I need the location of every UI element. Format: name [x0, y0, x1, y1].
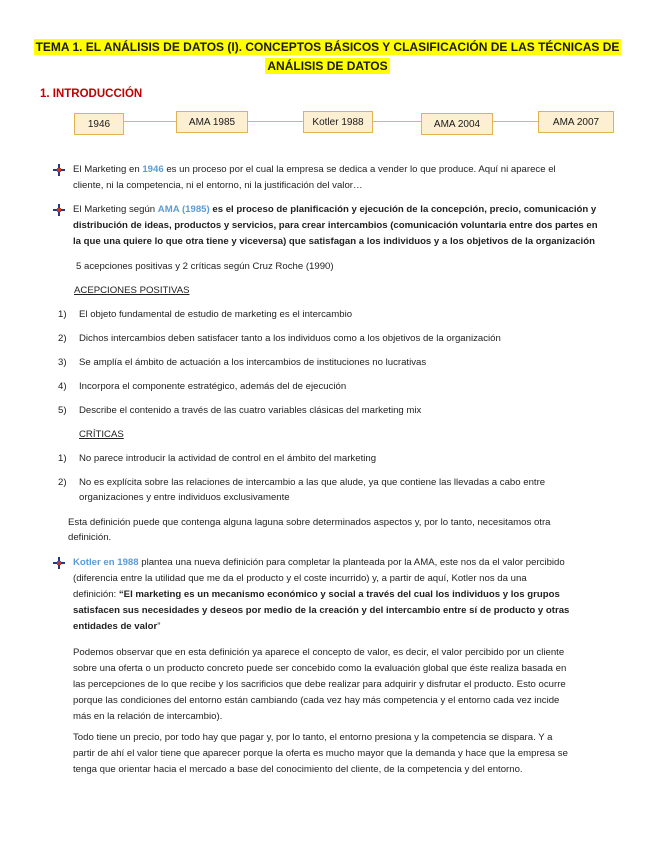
bullet-kotler-line-4: satisfacen sus necesidades y deseos por medio de la creación y del intercambio entre sí de producto y otras: [73, 605, 570, 616]
bullet-1946-line-2: cliente, ni la competencia, ni el entorno, ni la justificación del valor…: [73, 180, 363, 191]
acepciones-intro: 5 acepciones positivas y 2 críticas según Cruz Roche (1990): [76, 261, 334, 272]
bullet-ama-1985-line-2: distribución de ideas, productos y servicios, para crear intercambios (comunicación voluntaria entre dos partes en: [73, 220, 598, 231]
bullet-icon: [53, 164, 65, 176]
paragraph-price-line-3: tenga que orientar hacia el mercado a base del conocimiento del cliente, de la competencia y del entorno.: [73, 764, 523, 775]
definition-note-line-2: definición.: [68, 532, 112, 543]
title-line-2: ANÁLISIS DE DATOS: [267, 59, 388, 73]
title-line-1: TEMA 1. EL ANÁLISIS DE DATOS (I). CONCEPTOS BÁSICOS Y CLASIFICACIÓN DE LAS TÉCNICAS DE: [35, 40, 620, 54]
definition-note-line-1: Esta definición puede que contenga alguna laguna sobre determinados aspectos y, por lo tanto, necesitamos otra: [68, 517, 551, 528]
acepcion-item: Incorpora el componente estratégico, además del de ejecución: [79, 381, 347, 392]
bullet-kotler-line-5: entidades de valor”: [73, 621, 161, 632]
paragraph-price-line-1: Todo tiene un precio, por todo hay que pagar y, por lo tanto, el entorno presiona y la competencia se dispara. Y a: [73, 732, 553, 743]
bullet-kotler-line-1: Kotler en 1988 plantea una nueva definición para completar la planteada por la AMA, este nos da el valor percibido: [73, 557, 565, 568]
list-number: 1): [58, 309, 67, 320]
document-title: [0, 38, 655, 76]
timeline-item-1946: 1946: [74, 113, 124, 135]
paragraph-value-line-5: más en la relación de intercambio).: [73, 711, 223, 722]
critica-item-line-2: organizaciones y entre individuos exclusivamente: [79, 492, 290, 503]
bullet-1946-line-1: El Marketing en 1946 es un proceso por el cual la empresa se dedica a vender lo que produce. Aquí ni aparece el: [73, 164, 556, 175]
list-number: 3): [58, 357, 67, 368]
bullet-kotler-line-2: (diferencia entre la utilidad que me da el producto y el coste incurrido) y, a partir de aquí, Kotler nos da una: [73, 573, 527, 584]
list-number: 2): [58, 477, 67, 488]
acepcion-item: El objeto fundamental de estudio de marketing es el intercambio: [79, 309, 353, 320]
bullet-icon: [53, 204, 65, 216]
paragraph-value-line-3: las percepciones de lo que recibe y los sacrificios que debe realizar para adquirir y disfrutar el producto. Esto ocurre: [73, 679, 566, 690]
acepcion-item: Se amplía el ámbito de actuación a los intercambios de instituciones no lucrativas: [79, 357, 427, 368]
bullet-kotler-line-3: definición: “El marketing es un mecanismo económico y social a través del cual los individuos y los grupos: [73, 589, 560, 600]
bullet-ama-1985-line-3: la que una quiere lo que otra tiene y viceversa) que satisfagan a los individuos y a los objetivos de la organización: [73, 236, 595, 247]
acepciones-heading: ACEPCIONES POSITIVAS: [74, 285, 190, 296]
acepcion-item: Describe el contenido a través de las cuatro variables clásicas del marketing mix: [79, 405, 422, 416]
section-heading: 1. INTRODUCCIÓN: [40, 88, 143, 100]
acepcion-item: Dichos intercambios deben satisfacer tanto a los individuos como a los objetivos de la organización: [79, 333, 501, 344]
bullet-ama-1985-line-1: El Marketing según AMA (1985) es el proceso de planificación y ejecución de la concepción, precio, comunicación y: [73, 204, 597, 215]
critica-item: No es explícita sobre las relaciones de intercambio a las que alude, ya que contiene las llevadas a cabo entre: [79, 477, 546, 488]
paragraph-value-line-4: porque las condiciones del entorno están cambiando (cada vez hay más competencia y el entorno cada vez incide: [73, 695, 560, 706]
criticas-heading: CRÍTICAS: [79, 429, 124, 440]
list-number: 2): [58, 333, 67, 344]
paragraph-value-line-1: Podemos observar que en esta definición ya aparece el concepto de valor, es decir, el valor percibido por un cliente: [73, 647, 565, 658]
timeline-item-ama-1985: AMA 1985: [176, 111, 248, 133]
paragraph-value-line-2: sobre una oferta o un producto concreto puede ser concebido como la evaluación global que éste realiza basada en: [73, 663, 567, 674]
critica-item: No parece introducir la actividad de control en el ámbito del marketing: [79, 453, 377, 464]
list-number: 4): [58, 381, 67, 392]
timeline-item-ama-2007: AMA 2007: [538, 111, 614, 133]
bullet-icon: [53, 557, 65, 569]
timeline-item-ama-2004: AMA 2004: [421, 113, 493, 135]
timeline-item-kotler-1988: Kotler 1988: [303, 111, 373, 133]
list-number: 1): [58, 453, 67, 464]
list-number: 5): [58, 405, 67, 416]
paragraph-price-line-2: partir de ahí el valor tiene que aparecer porque la oferta es mucho mayor que la demanda y hace que la empresa se: [73, 748, 568, 759]
